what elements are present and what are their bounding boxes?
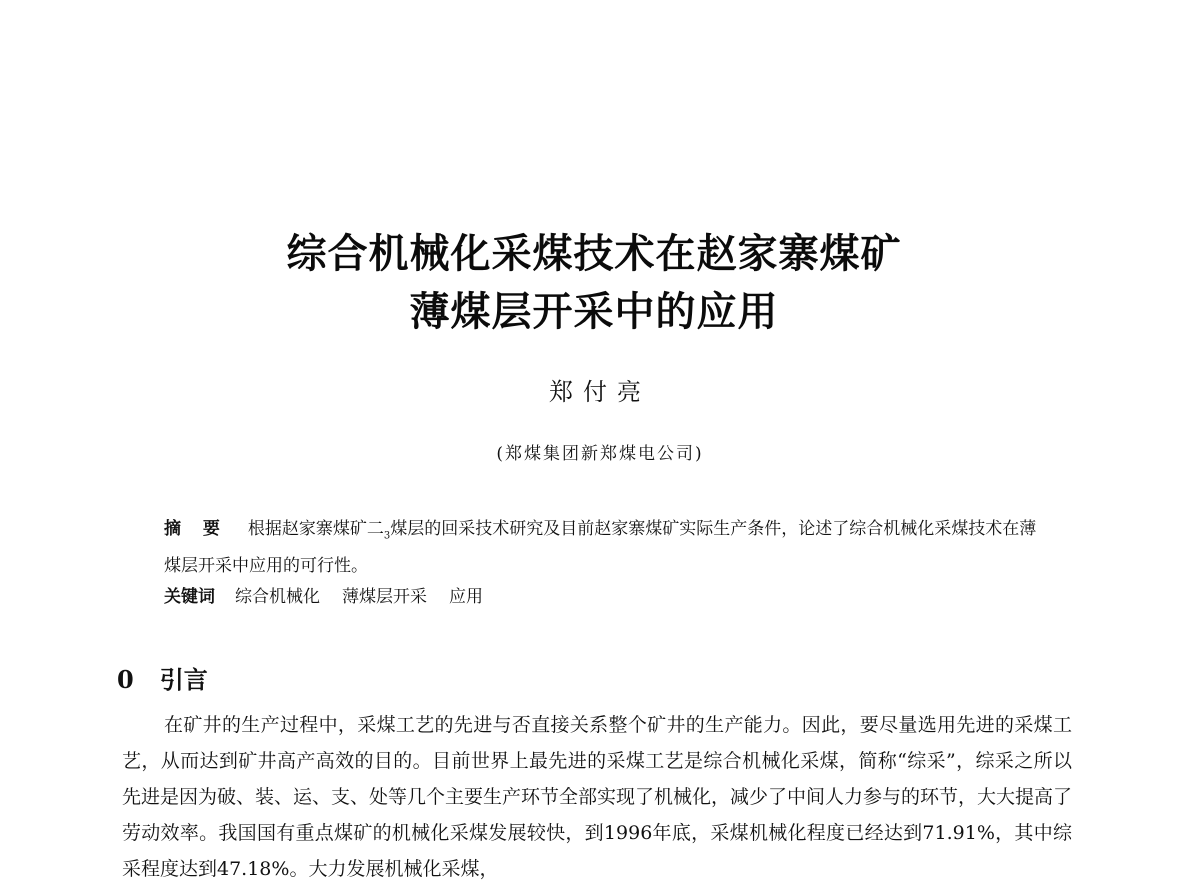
keywords-label: 关键词 [164,587,215,608]
section-number: 0 [117,665,134,694]
keyword-item: 薄煤层开采 [342,587,427,608]
body-paragraph: 在矿井的生产过程中，采煤工艺的先进与否直接关系整个矿井的生产能力。因此，要尽量选用先进的采煤工艺，从而达到矿井高产高效的目的。目前世界上最先进的采煤工艺是综合机械化采煤，简称“综采”，综采之所以先进是因为破、装、运、支、处等几个主要生产环节全部实现了机械化，减少了中间人力参与的环节，大大提高了劳动效率。我国国有重点煤矿的机械化采煤发展较快，到1996年底，采煤机械化程度已经达到71.91%，其中综采程度达到47.18%。大力发展机械化采煤， [122,714,1073,880]
keyword-item: 综合机械化 [235,587,320,608]
abstract-subscript: 3 [383,530,391,542]
abstract-block [164,514,1044,613]
author-affiliation: (郑煤集团新郑煤电公司) [496,444,704,464]
paper-title-line-2: 薄煤层开采中的应用 [409,289,779,335]
author-name: 郑付亮 [549,378,651,406]
paper-title-line-1: 综合机械化采煤技术在赵家寨煤矿 [286,231,902,277]
abstract-paragraph [164,514,1044,582]
body-text [122,707,1072,881]
abstract-text-end: 煤层的回采技术研究及目前赵家寨煤矿实际生产条件，论述了综合机械化采煤技术在薄煤层开采中应用的可行性。 [164,519,1037,577]
abstract-text-start: 根据赵家寨煤矿二 [247,519,384,539]
section-title: 引言 [159,665,208,694]
keyword-item: 应用 [449,587,483,608]
section-heading [117,660,208,695]
keywords-row [164,582,1044,613]
abstract-label: 摘 要 [164,519,228,539]
